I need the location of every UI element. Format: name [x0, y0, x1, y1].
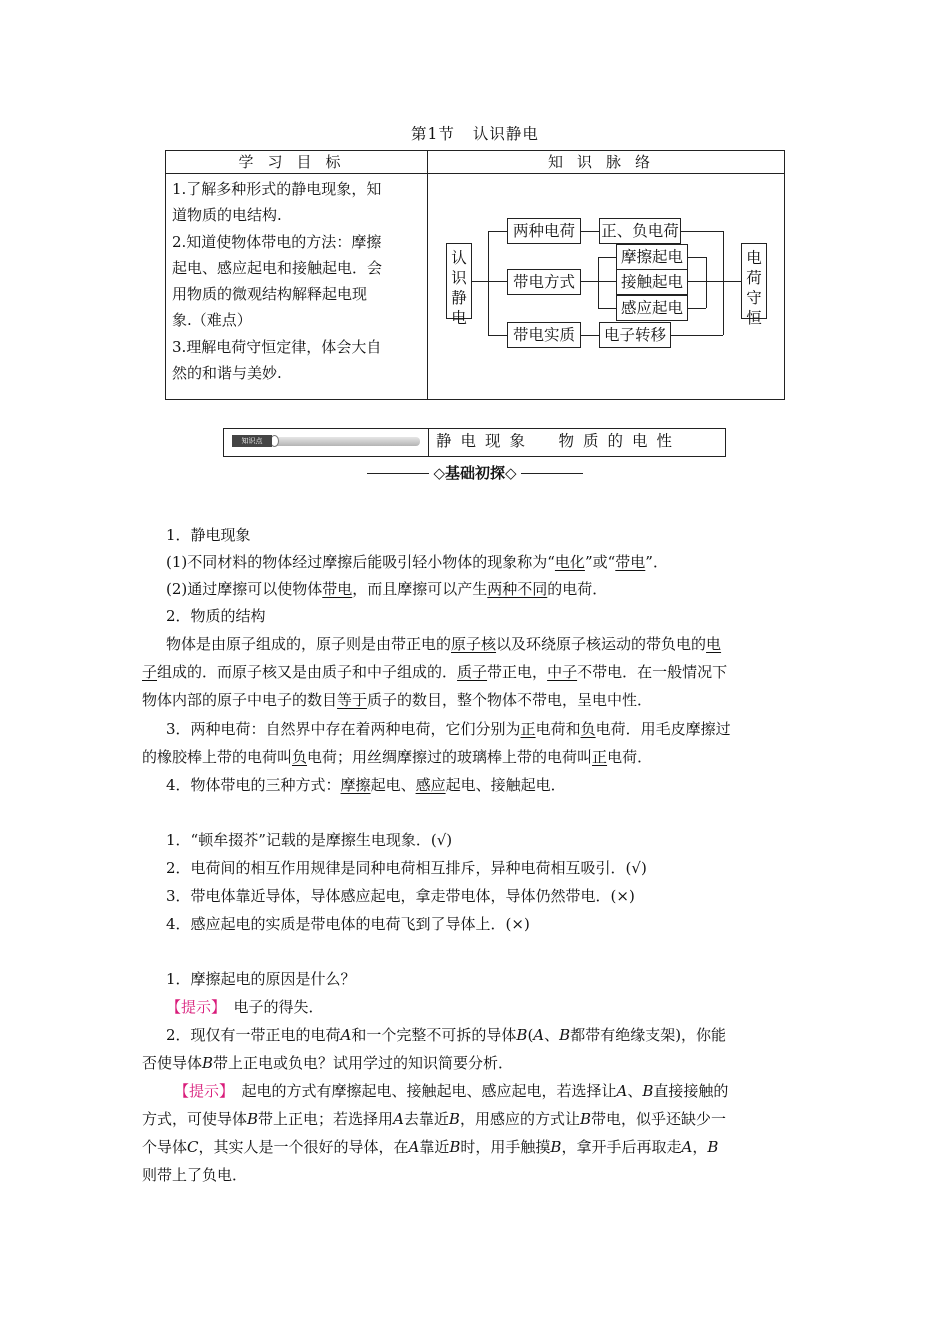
- answer-1: 【提示】 电子的得失．: [166, 998, 324, 1016]
- text-line: 4．物体带电的三种方式：摩擦起电、感应起电、接触起电．: [166, 776, 566, 794]
- banner-heading: 静电现象 物质的电性: [436, 432, 682, 450]
- judgement-item: 1．“顿牟掇芥”记载的是摩擦生电现象．(√): [166, 831, 453, 849]
- text-line: 3．两种电荷：自然界中存在着两种电荷，它们分别为正电荷和负电荷．用毛皮摩擦过: [166, 720, 731, 738]
- text-line: 的橡胶棒上带的电荷叫负电荷；用丝绸摩擦过的玻璃棒上带的电荷叫正电荷．: [142, 748, 653, 766]
- goal-line: 用物质的微观结构解释起电现: [172, 285, 368, 304]
- table-header-knowledge: 知识脉络: [547, 153, 664, 171]
- hint-label: 【提示】: [174, 1082, 227, 1100]
- goal-line: 然的和谐与美妙.: [172, 364, 282, 383]
- knowledge-diagram: [0, 0, 950, 420]
- goal-line: 1.了解多种形式的静电现象，知: [172, 180, 382, 198]
- node-electron-transfer: 电子转移: [599, 322, 671, 348]
- heading-2: 2．物质的结构: [166, 607, 266, 625]
- diagram-end: 电 荷 守 恒: [741, 243, 767, 319]
- question-1: 1．摩擦起电的原因是什么？: [166, 970, 356, 988]
- goal-line: 2.知道使物体带电的方法：摩擦: [172, 232, 382, 251]
- text-line: 子组成的．而原子核又是由质子和中子组成的．质子带正电，中子不带电．在一般情况下: [142, 663, 728, 681]
- section-name: 认识静电: [472, 125, 539, 143]
- judgement-item: 2．电荷间的相互作用规律是同种电荷相互排斥，异种电荷相互吸引．(√): [166, 859, 647, 877]
- table-header-goals: 学习目标: [238, 153, 355, 171]
- branch-charging-methods: 带电方式: [507, 269, 581, 295]
- subheading-text: ◇基础初探◇: [433, 464, 517, 482]
- goal-line: 象.（难点）: [172, 311, 252, 330]
- text-line: (1)不同材料的物体经过摩擦后能吸引轻小物体的现象称为“电化”或“带电”．: [166, 553, 668, 571]
- question-2-cont: 否使导体B带上正电或负电？试用学过的知识简要分析．: [142, 1054, 514, 1072]
- text-line: 物体内部的原子中电子的数目等于质子的数目，整个物体不带电，呈电中性．: [142, 691, 653, 709]
- judgement-item: 3．带电体靠近导体，导体感应起电，拿走带电体，导体仍然带电．(×): [166, 887, 635, 905]
- node-friction: 摩擦起电: [616, 244, 688, 270]
- node-charge-types: 正、负电荷: [599, 218, 681, 244]
- text-line: (2)通过摩擦可以使物体带电，而且摩擦可以产生两种不同的电荷．: [166, 580, 608, 598]
- hint-label: 【提示】: [166, 998, 219, 1016]
- question-2: 2．现仅有一带正电的电荷A和一个完整不可拆的导体B(A、B都带有绝缘支架)，你能: [166, 1026, 727, 1044]
- goal-line: 起电、感应起电和接触起电．会: [172, 258, 383, 277]
- answer-2-cont: 个导体C，其实人是一个很好的导体，在A靠近B时，用手触摸B，拿开手后再取走A，B: [142, 1138, 719, 1156]
- subheading: [0, 462, 950, 483]
- branch-charging-essence: 带电实质: [507, 322, 581, 348]
- answer-2: 【提示】 起电的方式有摩擦起电、接触起电、感应起电，若选择让A、B直接接触的: [174, 1082, 729, 1100]
- banner-decoration: [272, 437, 420, 446]
- text-line: 物体是由原子组成的，原子则是由带正电的原子核以及环绕原子核运动的带负电的电: [166, 635, 722, 653]
- diagram-root: 认 识 静 电: [446, 243, 472, 319]
- judgement-item: 4．感应起电的实质是带电体的电荷飞到了导体上．(×): [166, 915, 530, 933]
- section-banner: [223, 428, 726, 457]
- node-contact: 接触起电: [616, 269, 688, 295]
- heading-1: 1．静电现象: [166, 526, 251, 544]
- banner-tag: 知识点: [232, 435, 272, 447]
- goal-line: 道物质的电结构.: [172, 206, 282, 225]
- answer-2-end: 则带上了负电．: [142, 1166, 248, 1184]
- goal-line: 3.理解电荷守恒定律，体会大自: [172, 337, 382, 356]
- answer-2-cont: 方式，可使导体B带上正电；若选择用A去靠近B，用感应的方式让B带电，似乎还缺少一: [142, 1110, 727, 1128]
- node-induction: 感应起电: [616, 295, 688, 321]
- section-number: 第1节: [411, 125, 455, 143]
- branch-two-charges: 两种电荷: [507, 218, 581, 244]
